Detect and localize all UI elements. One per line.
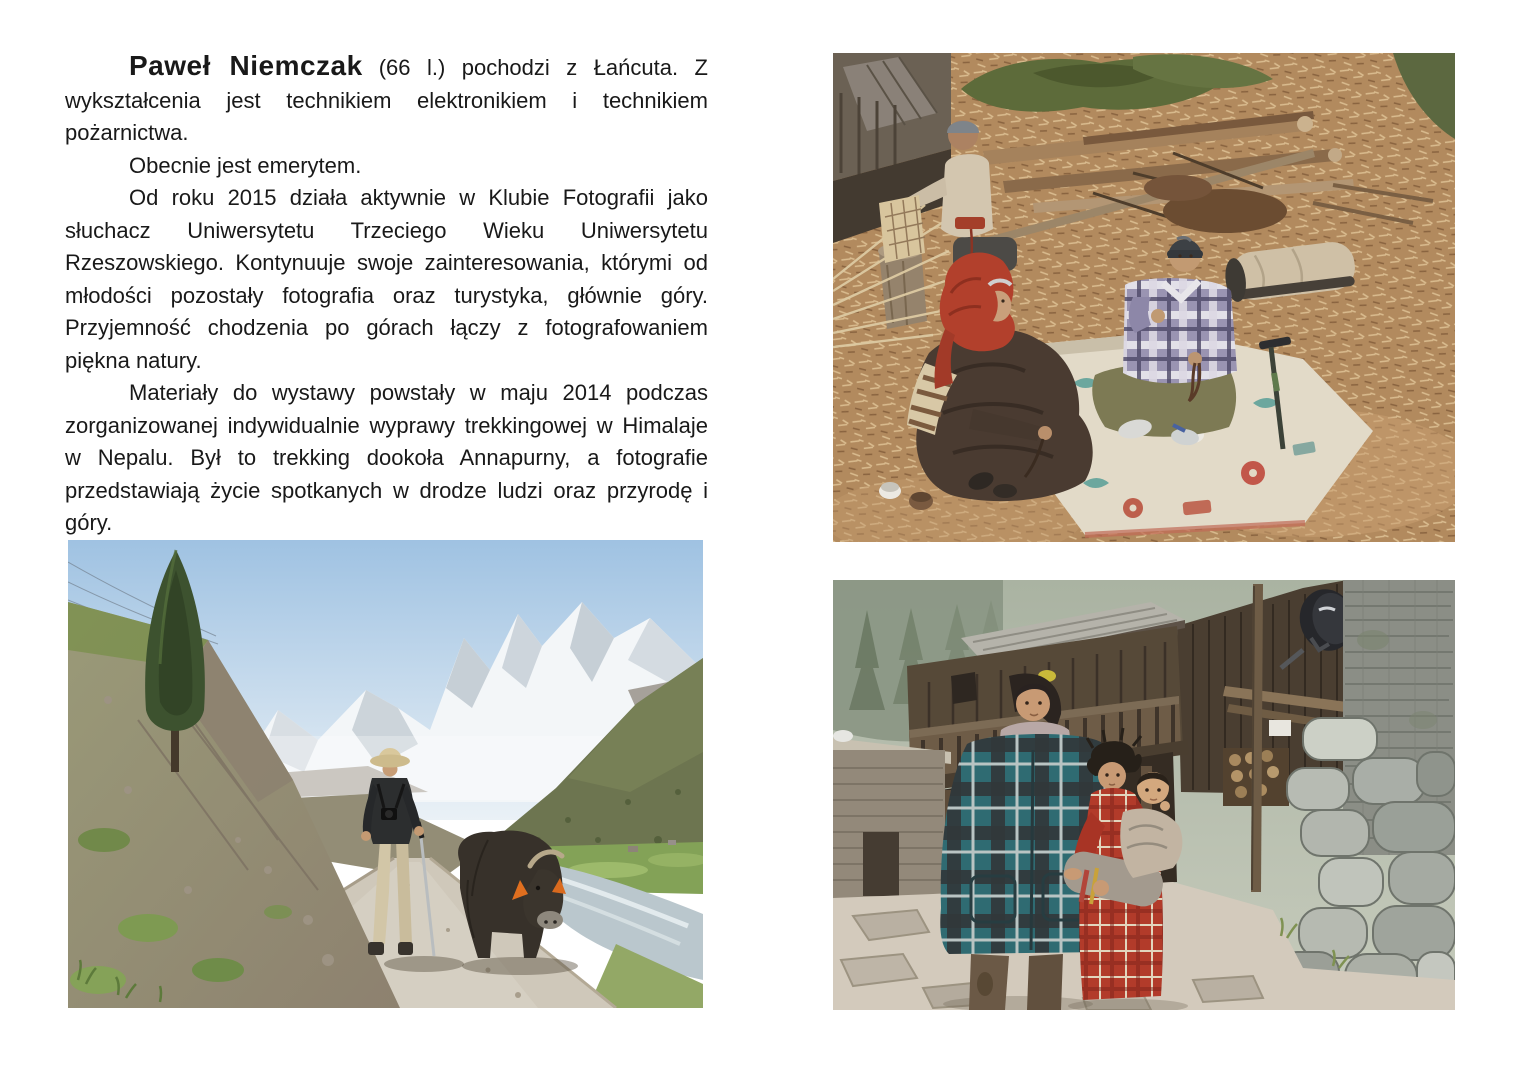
elders-resting-image (833, 53, 1455, 542)
photo-trekker-with-yak (68, 540, 703, 1008)
bio-paragraph-1-text: (66 l.) pochodzi z Łańcuta. Z wykształcenia jest technikiem elektronikiem i technikiem pożarnictwa. (65, 55, 708, 145)
left-stone-building (833, 730, 951, 898)
trekker-yak-image (68, 540, 703, 1008)
photo-children-at-house (833, 580, 1455, 1010)
bio-paragraph-1 (65, 50, 708, 150)
photo-elders-resting (833, 53, 1455, 542)
sun-hat (370, 755, 410, 768)
bio-paragraph-4: Materiały do wystawy powstały w maju 2014 podczas zorganizowanej indywidualnie wyprawy trekkingowej w Himalaje w Nepalu. Był to trekking dookoła Annapurny, a fotografie przedstawiają życie spotkanych w drodze ludzi oraz przyrodę i góry. (65, 380, 708, 535)
bio-paragraph-2: Obecnie jest emerytem. (129, 152, 362, 178)
doorway (863, 832, 899, 896)
bio-paragraph-3: Od roku 2015 działa aktywnie w Klubie Fotografii jako słuchacz Uniwersytetu Trzeciego Wieku Uniwersytetu Rzeszowskiego. Kontynuuje swoje zainteresowania, którymi od młodości pozostały fotografia oraz turystyka, głównie góry. Przyjemność chodzenia po górach łączy z fotografowaniem piękna natury. (65, 185, 708, 373)
children-house-image (833, 580, 1455, 1010)
person-name: Paweł Niemczak (129, 50, 363, 81)
girl-red-face (1098, 762, 1126, 790)
white-tag (1269, 720, 1291, 736)
girl-elder-hand (1093, 880, 1109, 896)
bio-text (65, 50, 708, 540)
upper-window (951, 672, 977, 704)
